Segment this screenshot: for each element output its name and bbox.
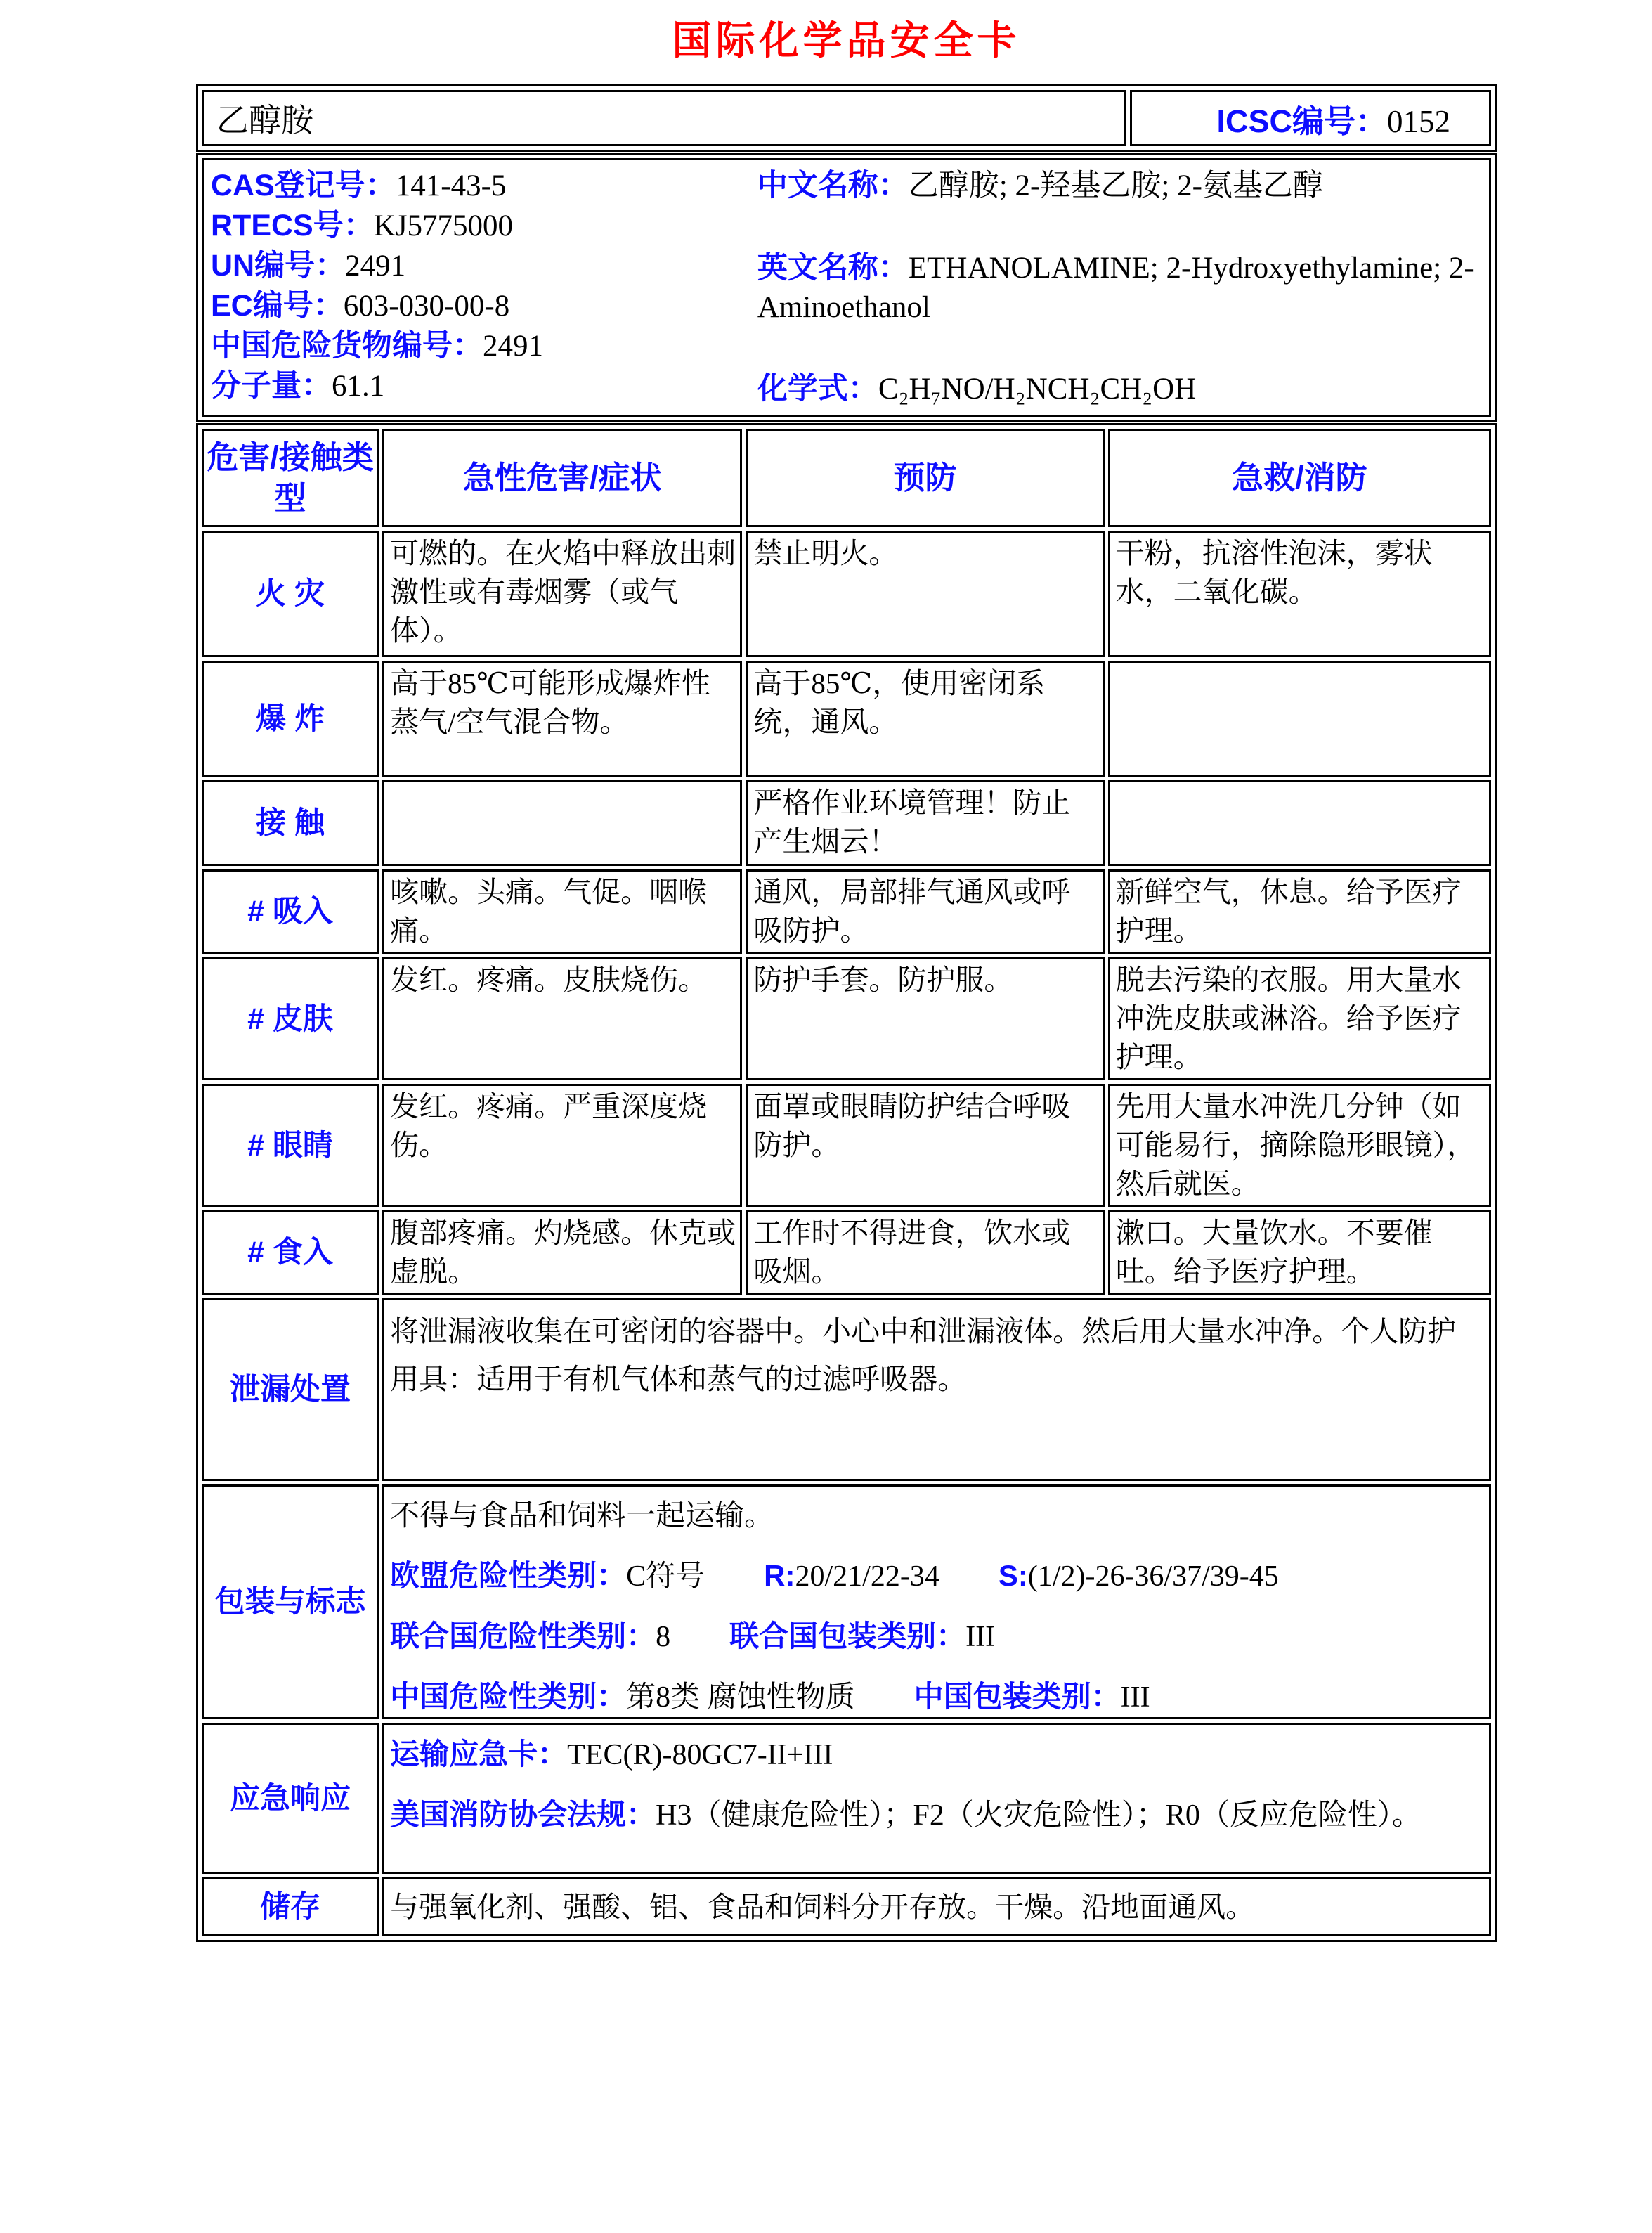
hazard-table — [196, 423, 1497, 1942]
inhalation-first-aid: 新鲜空气，休息。给予医疗护理。 — [1108, 869, 1491, 954]
inhalation-prevention: 通风，局部排气通风或呼吸防护。 — [746, 869, 1104, 954]
icsc-value: 0152 — [1387, 103, 1450, 139]
identifier-cell — [202, 158, 1491, 417]
header-table — [196, 84, 1497, 152]
identifier-table — [196, 153, 1497, 422]
explosion-first-aid — [1108, 661, 1491, 777]
icsc-label: ICSC编号： — [1216, 103, 1387, 139]
row-label-emergency: 应急响应 — [202, 1723, 379, 1874]
eyes-prevention: 面罩或眼睛防护结合呼吸防护。 — [746, 1084, 1104, 1207]
inhalation-symptoms: 咳嗽。头痛。气促。咽喉痛。 — [382, 869, 742, 954]
table-row-explosion — [202, 661, 1491, 777]
table-row-inhalation — [202, 869, 1491, 954]
explosion-symptoms: 高于85℃可能形成爆炸性蒸气/空气混合物。 — [382, 661, 742, 777]
eyes-symptoms: 发红。疼痛。严重深度烧伤。 — [382, 1084, 742, 1207]
fire-first-aid: 干粉，抗溶性泡沫，雾状水，二氧化碳。 — [1108, 531, 1491, 657]
rtecs-number: RTECS号：KJ5775000 — [211, 209, 514, 242]
molecular-weight: 分子量：61.1 — [211, 369, 385, 403]
chemical-formula: 化学式：C₂H₇NO/H₂NCH₂CH₂OH — [757, 372, 1197, 406]
spill-disposal-text: 将泄漏液收集在可密闭的容器中。小心中和泄漏液体。然后用大量水冲净。个人防护用具：适用于有机气体和蒸气的过滤呼吸器。 — [382, 1298, 1491, 1481]
ingestion-prevention: 工作时不得进食，饮水或吸烟。 — [746, 1210, 1104, 1295]
identifier-left-column — [211, 166, 757, 409]
emergency-response-text: 运输应急卡：TEC(R)-80GC7-II+III 美国消防协会法规：H3（健康危险性）；F2（火灾危险性）；R0（反应危险性）。 — [382, 1723, 1491, 1874]
skin-prevention: 防护手套。防护服。 — [746, 957, 1104, 1080]
row-label-fire: 火 灾 — [202, 531, 379, 657]
storage-text: 与强氧化剂、强酸、铝、食品和饲料分开存放。干燥。沿地面通风。 — [382, 1877, 1491, 1936]
table-row-eyes — [202, 1084, 1491, 1207]
english-name: 英文名称：ETHANOLAMINE; 2-Hydroxyethylamine; 2-Aminoethanol — [757, 250, 1474, 324]
chemical-name: 乙醇胺 — [202, 90, 1126, 146]
row-label-explosion: 爆 炸 — [202, 661, 379, 777]
identifier-right-column — [757, 166, 1482, 409]
identifier-columns — [211, 166, 1482, 409]
table-row-exposure — [202, 780, 1491, 866]
eyes-first-aid: 先用大量水冲洗几分钟（如可能易行，摘除隐形眼镜），然后就医。 — [1108, 1084, 1491, 1207]
skin-symptoms: 发红。疼痛。皮肤烧伤。 — [382, 957, 742, 1080]
un-number: UN编号：2491 — [211, 249, 406, 283]
row-label-inhalation: # 吸入 — [202, 869, 379, 954]
chinese-name: 中文名称：乙醇胺; 2-羟基乙胺; 2-氨基乙醇 — [757, 169, 1323, 202]
china-dangerous-goods-number: 中国危险货物编号：2491 — [211, 329, 543, 363]
table-row-spill — [202, 1298, 1491, 1481]
ingestion-first-aid: 漱口。大量饮水。不要催吐。给予医疗护理。 — [1108, 1210, 1491, 1295]
fire-symptoms: 可燃的。在火焰中释放出刺激性或有毒烟雾（或气体）。 — [382, 531, 742, 657]
row-label-packaging: 包装与标志 — [202, 1484, 379, 1719]
header-row — [202, 90, 1491, 146]
table-row-packaging — [202, 1484, 1491, 1719]
col-header-symptoms: 急性危害/症状 — [382, 429, 742, 527]
ingestion-symptoms: 腹部疼痛。灼烧感。休克或虚脱。 — [382, 1210, 742, 1295]
row-label-skin: # 皮肤 — [202, 957, 379, 1080]
col-header-hazard-type: 危害/接触类型 — [202, 429, 379, 527]
exposure-prevention: 严格作业环境管理！防止产生烟云！ — [746, 780, 1104, 866]
ec-number: EC编号：603-030-00-8 — [211, 289, 510, 323]
table-row-fire — [202, 531, 1491, 657]
row-label-spill: 泄漏处置 — [202, 1298, 379, 1481]
exposure-symptoms — [382, 780, 742, 866]
skin-first-aid: 脱去污染的衣服。用大量水冲洗皮肤或淋浴。给予医疗护理。 — [1108, 957, 1491, 1080]
icsc-number-cell — [1130, 90, 1491, 146]
table-row-ingestion — [202, 1210, 1491, 1295]
hazard-table-header-row — [202, 429, 1491, 527]
fire-prevention: 禁止明火。 — [746, 531, 1104, 657]
row-label-exposure: 接 触 — [202, 780, 379, 866]
explosion-prevention: 高于85℃，使用密闭系统，通风。 — [746, 661, 1104, 777]
table-row-storage — [202, 1877, 1491, 1936]
table-row-skin — [202, 957, 1491, 1080]
exposure-first-aid — [1108, 780, 1491, 866]
row-label-eyes: # 眼睛 — [202, 1084, 379, 1207]
table-row-emergency — [202, 1723, 1491, 1874]
col-header-first-aid: 急救/消防 — [1108, 429, 1491, 527]
page-title: 国际化学品安全卡 — [672, 20, 1021, 63]
packaging-labelling-text: 不得与食品和饲料一起运输。 欧盟危险性类别：C符号 R:20/21/22-34 S:(1/2)-26-36/37/39-45 联合国危险性类别：8 联合国包装类别：III 中国危险性类别：第8类 腐蚀性物质 中国包装类别：III — [382, 1484, 1491, 1719]
icsc-card — [196, 0, 1497, 1942]
row-label-ingestion: # 食入 — [202, 1210, 379, 1295]
identifier-row — [202, 158, 1491, 417]
cas-number: CAS登记号：141-43-5 — [211, 169, 507, 202]
row-label-storage: 储存 — [202, 1877, 379, 1936]
col-header-prevention: 预防 — [746, 429, 1104, 527]
